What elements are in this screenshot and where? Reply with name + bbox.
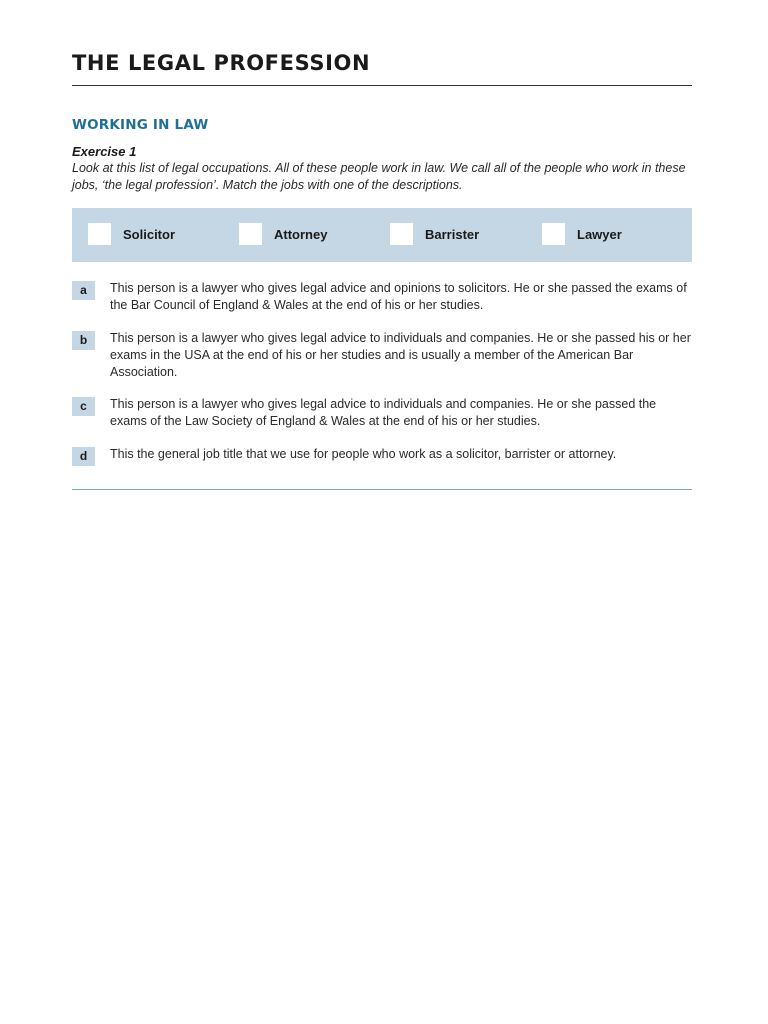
option-label: Solicitor: [123, 226, 176, 242]
checkbox[interactable]: [88, 223, 111, 245]
item-letter: b: [72, 331, 95, 350]
option-lawyer[interactable]: [542, 223, 622, 245]
item-text: This person is a lawyer who gives legal advice and opinions to solicitors. He or she passed the exams of the Bar Council of England & Wales at the end of his or her studies.: [110, 281, 687, 312]
options-box: [72, 208, 692, 262]
option-solicitor[interactable]: [88, 223, 175, 245]
exercise-instructions: Look at this list of legal occupations. All of these people work in law. We call all of the people who work in these jobs, ‘the legal profession’. Match the jobs with one of the descriptions.: [72, 161, 686, 192]
checkbox[interactable]: [239, 223, 262, 245]
option-label: Attorney: [274, 226, 328, 242]
option-label: Barrister: [425, 226, 480, 242]
bottom-divider: [72, 489, 692, 490]
item-text: This the general job title that we use for people who work as a solicitor, barrister or attorney.: [110, 447, 617, 461]
item-text: This person is a lawyer who gives legal advice to individuals and companies. He or she passed his or her exams in the USA at the end of his or her studies and is usually a member of the American Bar Association.: [110, 331, 691, 379]
checkbox[interactable]: [542, 223, 565, 245]
item-text: This person is a lawyer who gives legal advice to individuals and companies. He or she passed the exams of the Law Society of England & Wales at the end of his or her studies.: [110, 397, 657, 428]
item-letter: c: [72, 397, 95, 416]
checkbox[interactable]: [390, 223, 413, 245]
exercise-label: Exercise 1: [72, 144, 137, 159]
section-heading: WORKING IN LAW: [72, 117, 209, 133]
page-title: THE LEGAL PROFESSION: [72, 51, 371, 75]
item-letter: a: [72, 281, 95, 300]
option-label: Lawyer: [577, 226, 622, 242]
title-divider: [72, 85, 692, 86]
option-barrister[interactable]: [390, 223, 479, 245]
item-letter: d: [72, 447, 95, 466]
option-attorney[interactable]: [239, 223, 327, 245]
